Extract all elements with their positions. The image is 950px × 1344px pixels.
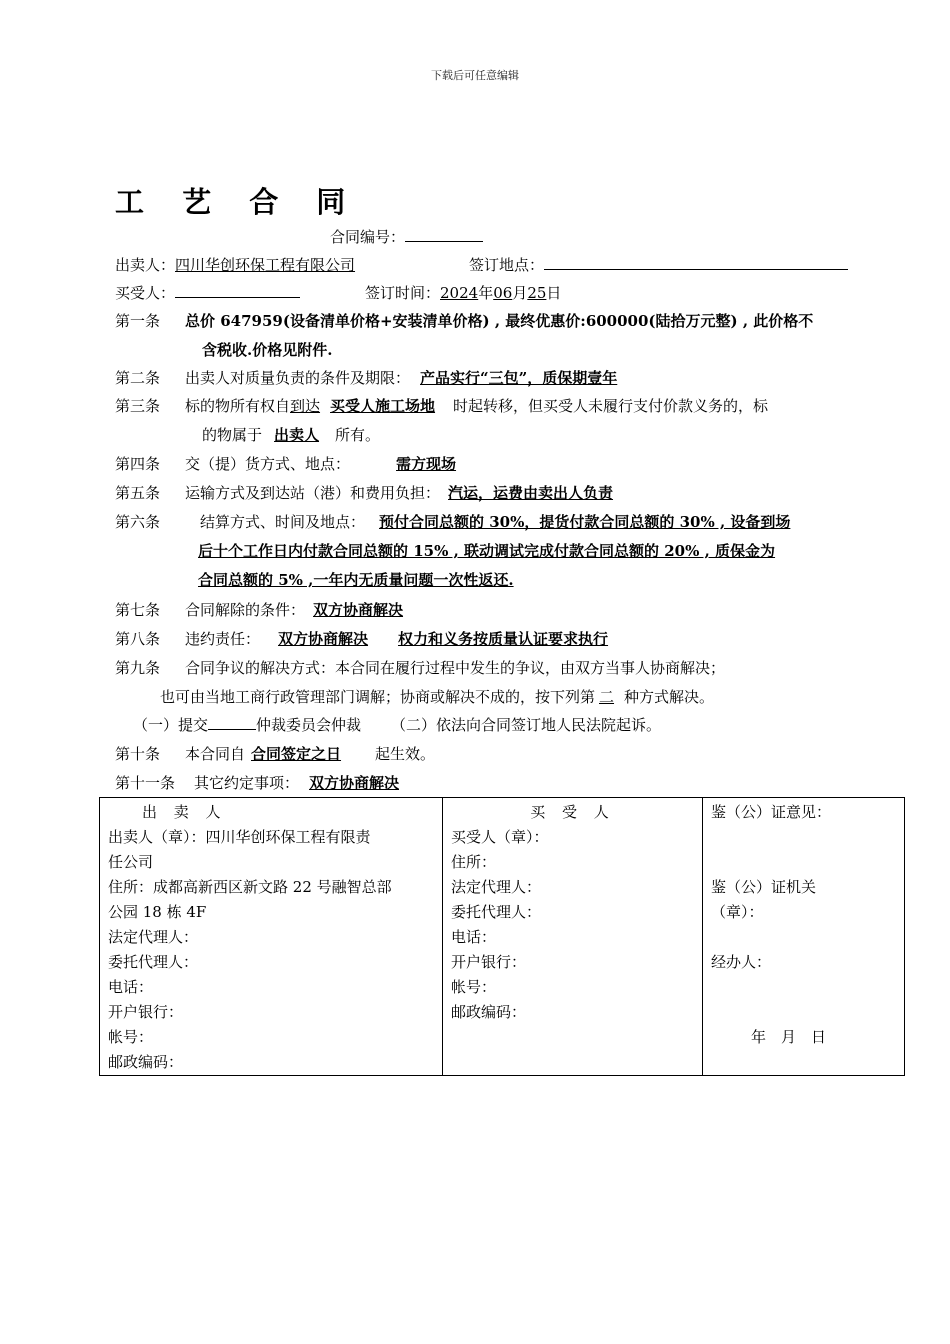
article-6-value-1: 预付合同总额的 30%，提货付款合同总额的 30% , 设备到场 [379, 513, 791, 531]
sign-day: 25 [527, 284, 547, 302]
month-unit: 月 [512, 284, 528, 302]
article-3-text-4: 所有。 [335, 426, 381, 444]
notary-column [703, 798, 905, 1076]
notary-date: 年 月 日 [751, 1028, 827, 1046]
buyer-column [443, 798, 703, 1076]
seller-address: 住所：成都高新西区新文路 22 号融智总部 [108, 878, 392, 896]
article-2-value: 产品实行“三包”，质保期壹年 [420, 369, 618, 387]
buyer-phone: 电话： [451, 928, 497, 946]
seller-row [115, 255, 367, 275]
buyer-field[interactable] [175, 283, 300, 298]
notary-org: 鉴（公）证机关 [711, 878, 817, 896]
article-2 [115, 368, 667, 388]
seller-name: 四川华创环保工程有限公司 [175, 256, 356, 274]
article-10-value: 合同签定之日 [251, 745, 342, 763]
seller-postcode: 邮政编码： [108, 1053, 184, 1071]
article-2-text: 出卖人对质量负责的条件及期限： [185, 369, 411, 387]
article-8-value-1: 双方协商解决 [278, 630, 369, 648]
contract-number-label: 合同编号： [330, 228, 406, 246]
article-3-value-1: 到达 [290, 397, 321, 415]
header-note: 下载后可任意编辑 [431, 69, 519, 82]
contract-number-field[interactable] [405, 227, 483, 242]
article-9-cont [160, 687, 714, 707]
article-9-text-3: 种方式解决。 [624, 688, 715, 706]
article-7 [115, 600, 518, 620]
article-1-text-cont: 含税收.价格见附件. [202, 341, 333, 359]
article-5-value: 汽运，运费由卖出人负责 [448, 484, 614, 502]
buyer-postcode: 邮政编码： [451, 1003, 527, 1021]
article-11-text: 其它约定事项： [194, 774, 300, 792]
option-1-label: （一）提交 [133, 716, 209, 734]
article-2-label: 第二条 [115, 369, 161, 387]
article-3 [115, 396, 768, 416]
sign-place-field[interactable] [544, 255, 848, 270]
article-5-label: 第五条 [115, 484, 161, 502]
article-8 [115, 629, 668, 649]
day-unit: 日 [546, 284, 562, 302]
option-1-text: 仲裁委员会仲裁 [256, 716, 362, 734]
buyer-heading: 买 受 人 [530, 803, 615, 821]
article-6-text: 结算方式、时间及地点： [200, 513, 366, 531]
seller-label: 出卖人： [115, 256, 176, 274]
article-6-value-3: 合同总额的 5% ,一年内无质量问题一次性返还. [198, 571, 514, 589]
notary-seal: （章）： [711, 903, 764, 921]
article-4-label: 第四条 [115, 455, 161, 473]
article-1-label: 第一条 [115, 312, 161, 330]
article-6-cont-2 [198, 570, 514, 590]
article-10-text-2: 起生效。 [375, 745, 436, 763]
article-10 [115, 744, 435, 764]
article-3-text-2: 时起转移，但买受人未履行支付价款义务的，标 [453, 397, 769, 415]
article-11 [115, 773, 559, 793]
seller-heading: 出 卖 人 [142, 803, 227, 821]
article-6-cont-1 [198, 541, 775, 561]
article-5 [115, 483, 683, 503]
article-4-value: 需方现场 [396, 455, 457, 473]
buyer-row [115, 283, 300, 303]
buyer-bank: 开户银行： [451, 953, 527, 971]
article-9-text-2: 也可由当地工商行政管理部门调解；协商或解决不成的，按下列第 [160, 688, 596, 706]
article-3-value-2: 买受人施工场地 [330, 397, 436, 415]
seller-phone: 电话： [108, 978, 154, 996]
seller-address-cont: 公园 18 栋 4F [108, 903, 207, 921]
article-9-options [133, 715, 661, 735]
article-9-label: 第九条 [115, 659, 161, 677]
sign-date-label: 签订时间： [365, 284, 441, 302]
article-1 [115, 311, 813, 331]
article-8-text: 违约责任： [185, 630, 261, 648]
article-9-text: 合同争议的解决方式：本合同在履行过程中发生的争议，由双方当事人协商解决； [185, 659, 726, 677]
buyer-legal-rep: 法定代理人： [451, 878, 542, 896]
article-1-cont [202, 340, 332, 360]
article-7-text: 合同解除的条件： [185, 601, 306, 619]
article-3-value-3: 出卖人 [274, 426, 320, 444]
article-3-cont [202, 425, 380, 445]
seller-column [100, 798, 443, 1076]
article-6 [115, 512, 790, 532]
notary-opinion: 鉴（公）证意见： [711, 803, 832, 821]
article-4 [115, 454, 586, 474]
buyer-stamp: 买受人（章）： [451, 828, 549, 846]
sign-place-row [469, 255, 848, 275]
seller-account: 帐号： [108, 1028, 154, 1046]
year-unit: 年 [478, 284, 494, 302]
article-3-text-3: 的物属于 [202, 426, 263, 444]
sign-date-row [365, 283, 561, 303]
article-9-choice: 二 [599, 688, 615, 706]
article-6-value-2: 后十个工作日内付款合同总额的 15% , 联动调试完成付款合同总额的 20% , 质保金为 [198, 542, 776, 560]
buyer-agent: 委托代理人： [451, 903, 542, 921]
sign-year: 2024 [440, 284, 479, 302]
contract-number-row [330, 227, 483, 247]
notary-handler: 经办人： [711, 953, 772, 971]
article-5-text: 运输方式及到达站（港）和费用负担： [185, 484, 441, 502]
option-2-text: （二）依法向合同签订地人民法院起诉。 [391, 716, 662, 734]
article-7-value: 双方协商解决 [313, 601, 404, 619]
seller-bank: 开户银行： [108, 1003, 184, 1021]
buyer-address: 住所： [451, 853, 497, 871]
article-3-label: 第三条 [115, 397, 161, 415]
article-10-text: 本合同自 [185, 745, 246, 763]
article-10-label: 第十条 [115, 745, 161, 763]
sign-place-label: 签订地点： [469, 256, 545, 274]
article-8-label: 第八条 [115, 630, 161, 648]
article-7-label: 第七条 [115, 601, 161, 619]
seller-stamp-cont: 任公司 [108, 853, 154, 871]
buyer-account: 帐号： [451, 978, 497, 996]
article-9 [115, 658, 725, 678]
sign-month: 06 [493, 284, 513, 302]
article-1-text: 总价 647959(设备清单价格+安装清单价格) , 最终优惠价:600000(陆拾万元整) , 此价格不 [185, 312, 814, 330]
seller-stamp: 出卖人（章）：四川华创环保工程有限责 [108, 828, 371, 846]
article-6-label: 第六条 [115, 513, 161, 531]
article-4-text: 交（提）货方式、地点： [185, 455, 351, 473]
signature-table [99, 797, 905, 1076]
article-11-label: 第十一条 [115, 774, 176, 792]
buyer-label: 买受人： [115, 284, 176, 302]
article-3-text: 标的物所有权自 [185, 397, 291, 415]
arbitration-field[interactable] [208, 715, 256, 730]
article-11-value: 双方协商解决 [309, 774, 400, 792]
seller-legal-rep: 法定代理人： [108, 928, 199, 946]
contract-title: 工 艺 合 同 [115, 185, 360, 219]
article-8-value-2: 权力和义务按质量认证要求执行 [398, 630, 609, 648]
seller-agent: 委托代理人： [108, 953, 199, 971]
